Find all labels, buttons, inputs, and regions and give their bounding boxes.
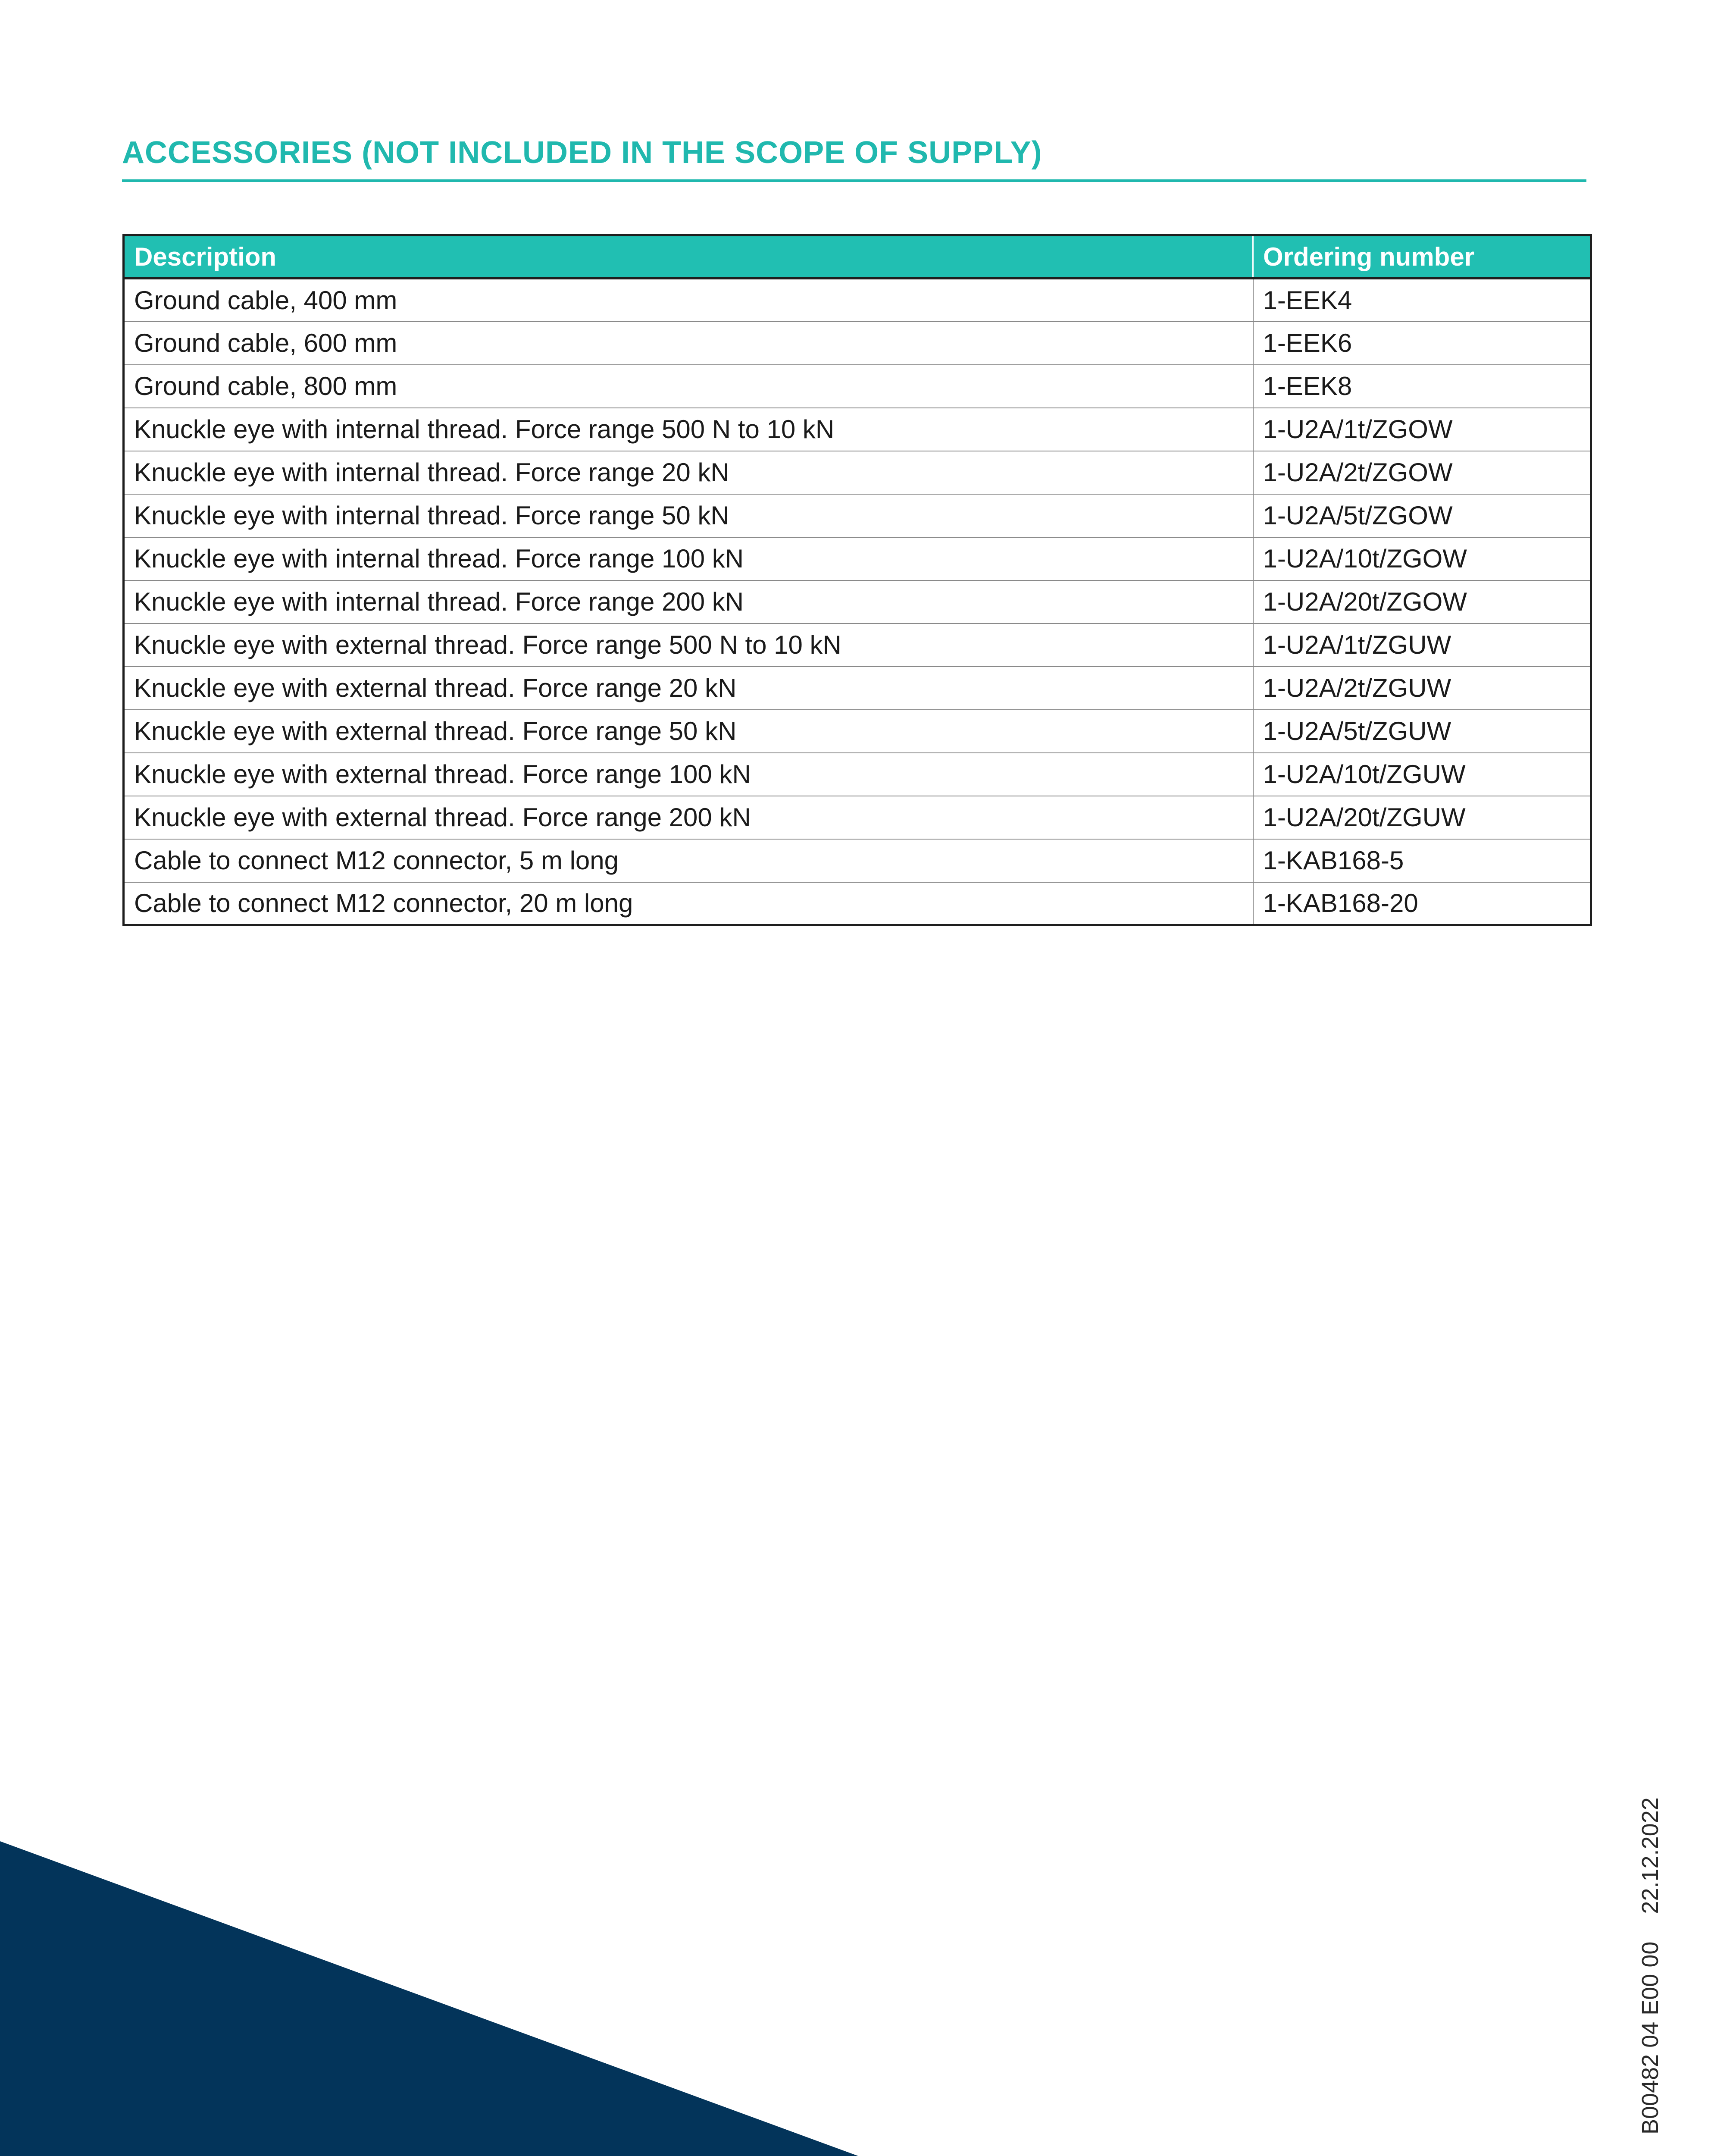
description-cell: Knuckle eye with external thread. Force range 50 kN (124, 710, 1253, 753)
ordering-number-cell: 1-U2A/20t/ZGOW (1253, 580, 1591, 624)
ordering-number-cell: 1-U2A/10t/ZGOW (1253, 537, 1591, 580)
ordering-number-cell: 1-EEK8 (1253, 365, 1591, 408)
description-cell: Cable to connect M12 connector, 20 m long (124, 882, 1253, 925)
description-cell: Knuckle eye with internal thread. Force range 20 kN (124, 451, 1253, 494)
column-header-description: Description (124, 235, 1253, 279)
ordering-number-cell: 1-U2A/2t/ZGUW (1253, 667, 1591, 710)
ordering-number-cell: 1-EEK4 (1263, 285, 1352, 315)
ordering-number-cell: 1-U2A/1t/ZGUW (1253, 624, 1591, 667)
description-cell: Ground cable, 800 mm (124, 365, 1253, 408)
document-number: B00482 04 E00 00 (1637, 1941, 1663, 2134)
description-cell: Cable to connect M12 connector, 5 m long (124, 839, 1253, 882)
ordering-number-cell: 1-U2A/10t/ZGUW (1253, 753, 1591, 796)
description-cell: Knuckle eye with internal thread. Force range 200 kN (124, 580, 1253, 624)
description-cell: Knuckle eye with external thread. Force range 100 kN (124, 753, 1253, 796)
ordering-number-cell: 1-KAB168-20 (1253, 882, 1591, 925)
description-cell: Knuckle eye with external thread. Force range 20 kN (124, 667, 1253, 710)
description-cell: Knuckle eye with external thread. Force range 500 N to 10 kN (124, 624, 1253, 667)
column-header-ordering-number: Ordering number (1253, 235, 1591, 279)
description-cell: Ground cable, 400 mm (124, 279, 1253, 322)
ordering-number-cell: 1-U2A/1t/ZGOW (1253, 408, 1591, 451)
description-cell: Ground cable, 600 mm (124, 322, 1253, 365)
navy-triangle-shape (0, 1841, 1578, 2156)
ordering-number-cell: 1-U2A/5t/ZGUW (1253, 710, 1591, 753)
ordering-number-cell: 1-KAB168-5 (1253, 839, 1591, 882)
ordering-number-cell: 1-U2A/5t/ZGOW (1253, 494, 1591, 537)
description-cell: Knuckle eye with external thread. Force range 200 kN (124, 796, 1253, 839)
description-cell: Knuckle eye with internal thread. Force range 500 N to 10 kN (124, 408, 1253, 451)
document-date: 22.12.2022 (1637, 1797, 1663, 1914)
description-cell: Knuckle eye with internal thread. Force range 50 kN (124, 494, 1253, 537)
ordering-number-cell: 1-U2A/2t/ZGOW (1253, 451, 1591, 494)
ordering-number-cell: 1-U2A/20t/ZGUW (1253, 796, 1591, 839)
section-title: ACCESSORIES (NOT INCLUDED IN THE SCOPE OF SUPPLY) (122, 135, 1042, 170)
description-cell: Knuckle eye with internal thread. Force range 100 kN (124, 537, 1253, 580)
ordering-number-cell: 1-EEK6 (1253, 322, 1591, 365)
